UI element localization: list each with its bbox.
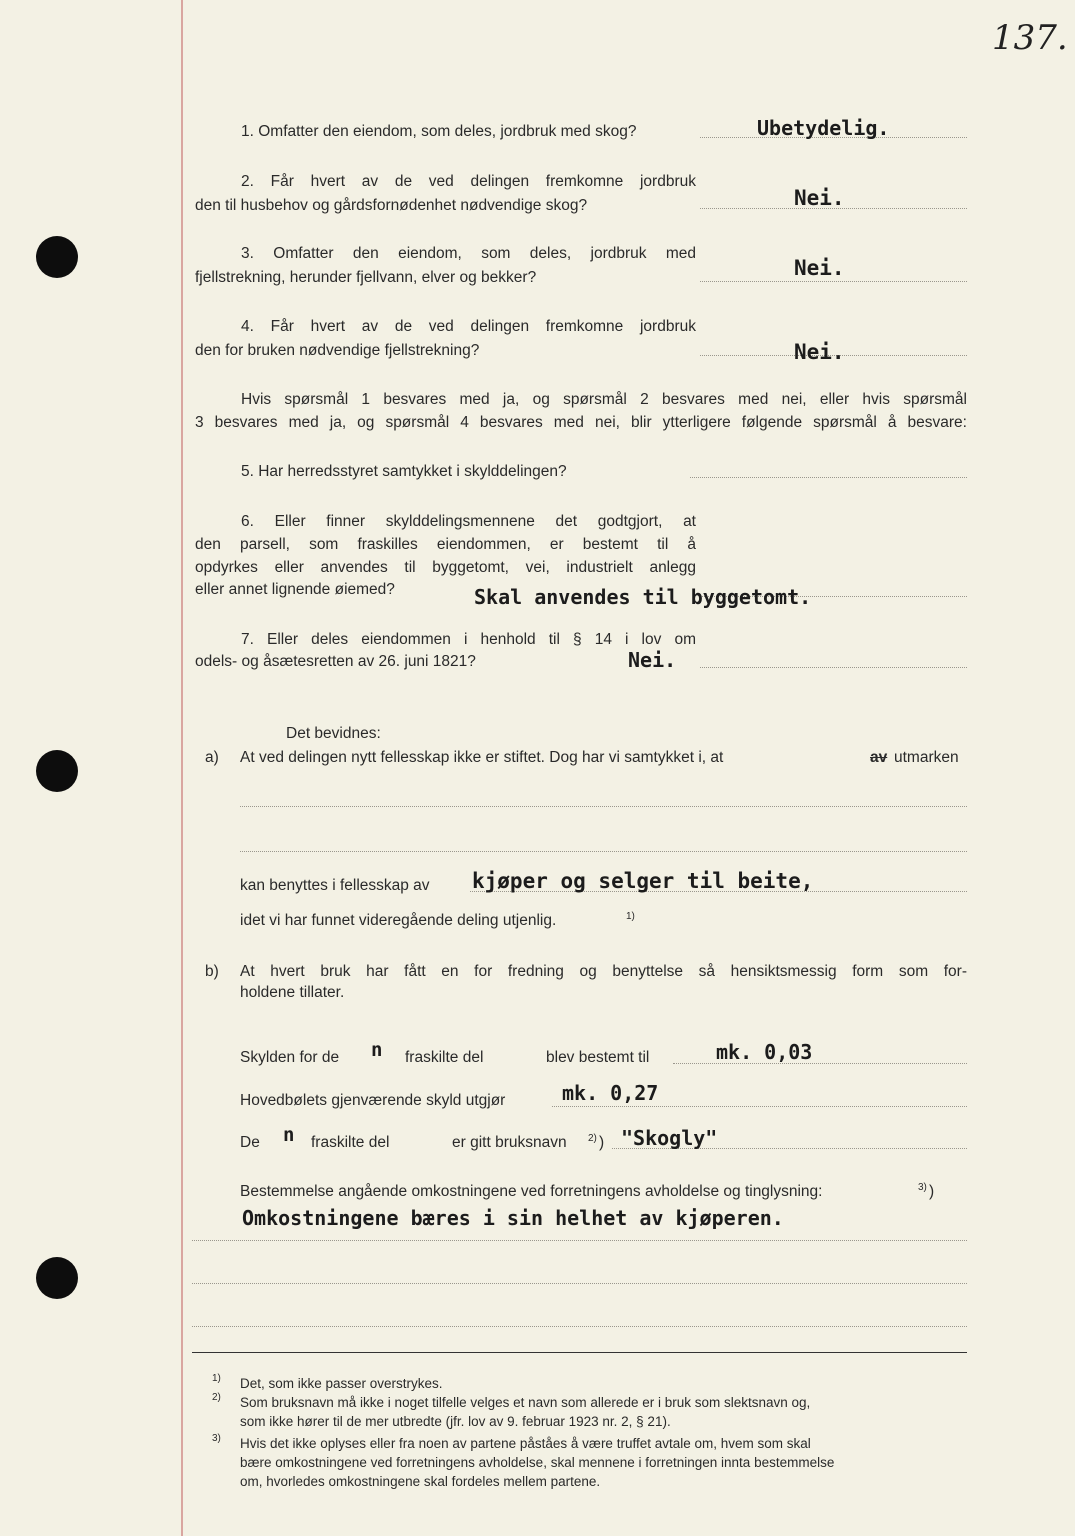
skyld-line-1-fill: n [371, 1039, 383, 1061]
question-4-line-1: 4. Får hvert av de ved delingen fremkomne jordbruk [241, 318, 696, 335]
blank-line-cost-1 [192, 1240, 967, 1241]
question-7-line-1: 7. Eller deles eiendommen i henhold til § 14 i lov om [241, 631, 696, 648]
paren-close: ) [599, 1134, 605, 1151]
question-1: 1. Omfatter den eiendom, som deles, jordbruk med skog? [241, 123, 637, 140]
answer-1: Ubetydelig. [757, 116, 890, 140]
bruksnavn-value: "Skogly" [621, 1126, 718, 1150]
question-6-line-1: 6. Eller finner skylddelingsmennene det godtgjort, at [241, 513, 696, 530]
attest-a-label: a) [205, 749, 219, 766]
attest-a-line-3: idet vi har funnet videregående deling utjenlig. [240, 912, 557, 929]
page-number: 137. [992, 18, 1068, 58]
answer-2: Nei. [794, 186, 845, 210]
footnote-2-line-1: Som bruksnavn må ikke i noget tilfelle velges et navn som allerede er i bruk som slektsnavn og, [240, 1395, 811, 1410]
attest-a-text: At ved delingen nytt fellesskap ikke er stiftet. Dog har vi samtykket i, at [240, 749, 724, 766]
punch-hole-top [36, 236, 78, 278]
footnote-3-line-2: bære omkostningene ved forretningens avholdelse, skal mennene i forretningen innta bestemmelse [240, 1455, 835, 1470]
attest-a-line-2: kan benyttes i fellesskap av [240, 877, 430, 894]
question-3-line-2: fjellstrekning, herunder fjellvann, elver og bekker? [195, 269, 537, 286]
skyld-line-3-a: De [240, 1134, 260, 1151]
attest-a-footnote-mark: 1) [626, 911, 635, 922]
blank-line-cost-2 [192, 1283, 967, 1284]
question-4-line-2: den for bruken nødvendige fjellstrekning? [195, 342, 480, 359]
answer-4: Nei. [794, 340, 845, 364]
attest-a-struck: av [870, 749, 888, 766]
skyld-value-2: mk. 0,27 [562, 1081, 659, 1105]
skyld-line-3-footnote-mark: 2) [588, 1133, 597, 1144]
footnote-3-line-3: om, hvorledes omkostningene skal fordeles mellem partene. [240, 1474, 601, 1489]
question-7-line-2: odels- og åsætesretten av 26. juni 1821? [195, 653, 476, 670]
skyld-line-2-label: Hovedbølets gjenværende skyld utgjør [240, 1092, 506, 1109]
skyld-line-3-fill: n [283, 1124, 295, 1146]
attest-b-line-2: holdene tillater. [240, 984, 345, 1001]
blank-line-a2 [240, 851, 967, 852]
skyld-line-1-c: blev bestemt til [546, 1049, 650, 1066]
answer-line-7 [700, 667, 967, 668]
condition-line-2: 3 besvares med ja, og spørsmål 4 besvares med nei, blir ytterligere følgende spørsmål å besvare: [195, 414, 967, 431]
skyld-line-3-c: er gitt bruksnavn [452, 1134, 567, 1151]
question-2-line-1: 2. Får hvert av de ved delingen fremkomne jordbruk [241, 173, 696, 190]
skyld-line-1-b: fraskilte del [405, 1049, 484, 1066]
punch-hole-bottom [36, 1257, 78, 1299]
footnote-1-mark: 1) [212, 1373, 221, 1384]
question-6-line-4: eller annet lignende øiemed? [195, 581, 395, 598]
skyld-value-line-2 [552, 1106, 967, 1107]
blank-line-cost-3 [192, 1326, 967, 1327]
question-2-line-2: den til husbehov og gårdsfornødenhet nødvendige skog? [195, 197, 588, 214]
attest-b-label: b) [205, 963, 219, 980]
question-3-line-1: 3. Omfatter den eiendom, som deles, jordbruk med [241, 245, 696, 262]
cost-label: Bestemmelse angående omkostningene ved forretningens avholdelse og tinglysning: [240, 1183, 823, 1200]
footnote-3-line-1: Hvis det ikke oplyses eller fra noen av partene påståes å være truffet avtale om, hvem som skal [240, 1436, 811, 1451]
answer-3: Nei. [794, 256, 845, 280]
attest-heading: Det bevidnes: [286, 725, 381, 742]
answer-7: Nei. [628, 648, 677, 672]
question-6-line-2: den parsell, som fraskilles eiendommen, er bestemt til å [195, 536, 696, 553]
answer-6: Skal anvendes til byggetomt. [474, 585, 812, 609]
skyld-line-1-a: Skylden for de [240, 1049, 340, 1066]
skyld-line-3-b: fraskilte del [311, 1134, 390, 1151]
question-6-line-3: opdyrkes eller anvendes til byggetomt, vei, industrielt anlegg [195, 559, 696, 576]
attest-a-answer: kjøper og selger til beite, [472, 869, 814, 893]
footnote-3-mark: 3) [212, 1433, 221, 1444]
attest-a-end: utmarken [894, 749, 959, 766]
paren-close-cost: ) [929, 1183, 935, 1200]
blank-line-a1 [240, 806, 967, 807]
question-5: 5. Har herredsstyret samtykket i skylddelingen? [241, 463, 567, 480]
attest-b-line-1: At hvert bruk har fått en for fredning og benyttelse så hensiktsmessig form som for- [240, 963, 967, 980]
condition-line-1: Hvis spørsmål 1 besvares med ja, og spørsmål 2 besvares med nei, eller hvis spørsmål [241, 391, 967, 408]
cost-footnote-mark: 3) [918, 1182, 927, 1193]
footnote-separator [192, 1352, 967, 1353]
footnote-2-mark: 2) [212, 1392, 221, 1403]
skyld-value-1: mk. 0,03 [716, 1040, 813, 1064]
punch-hole-middle [36, 750, 78, 792]
footnote-2-line-2: som ikke hører til de mer utbredte (jfr. lov av 9. februar 1923 nr. 2, § 21). [240, 1414, 671, 1429]
answer-line-3 [700, 281, 967, 282]
answer-line-5 [690, 477, 967, 478]
cost-answer: Omkostningene bæres i sin helhet av kjøperen. [242, 1206, 784, 1230]
footnote-1-line-1: Det, som ikke passer overstrykes. [240, 1376, 443, 1391]
margin-line [181, 0, 183, 1536]
